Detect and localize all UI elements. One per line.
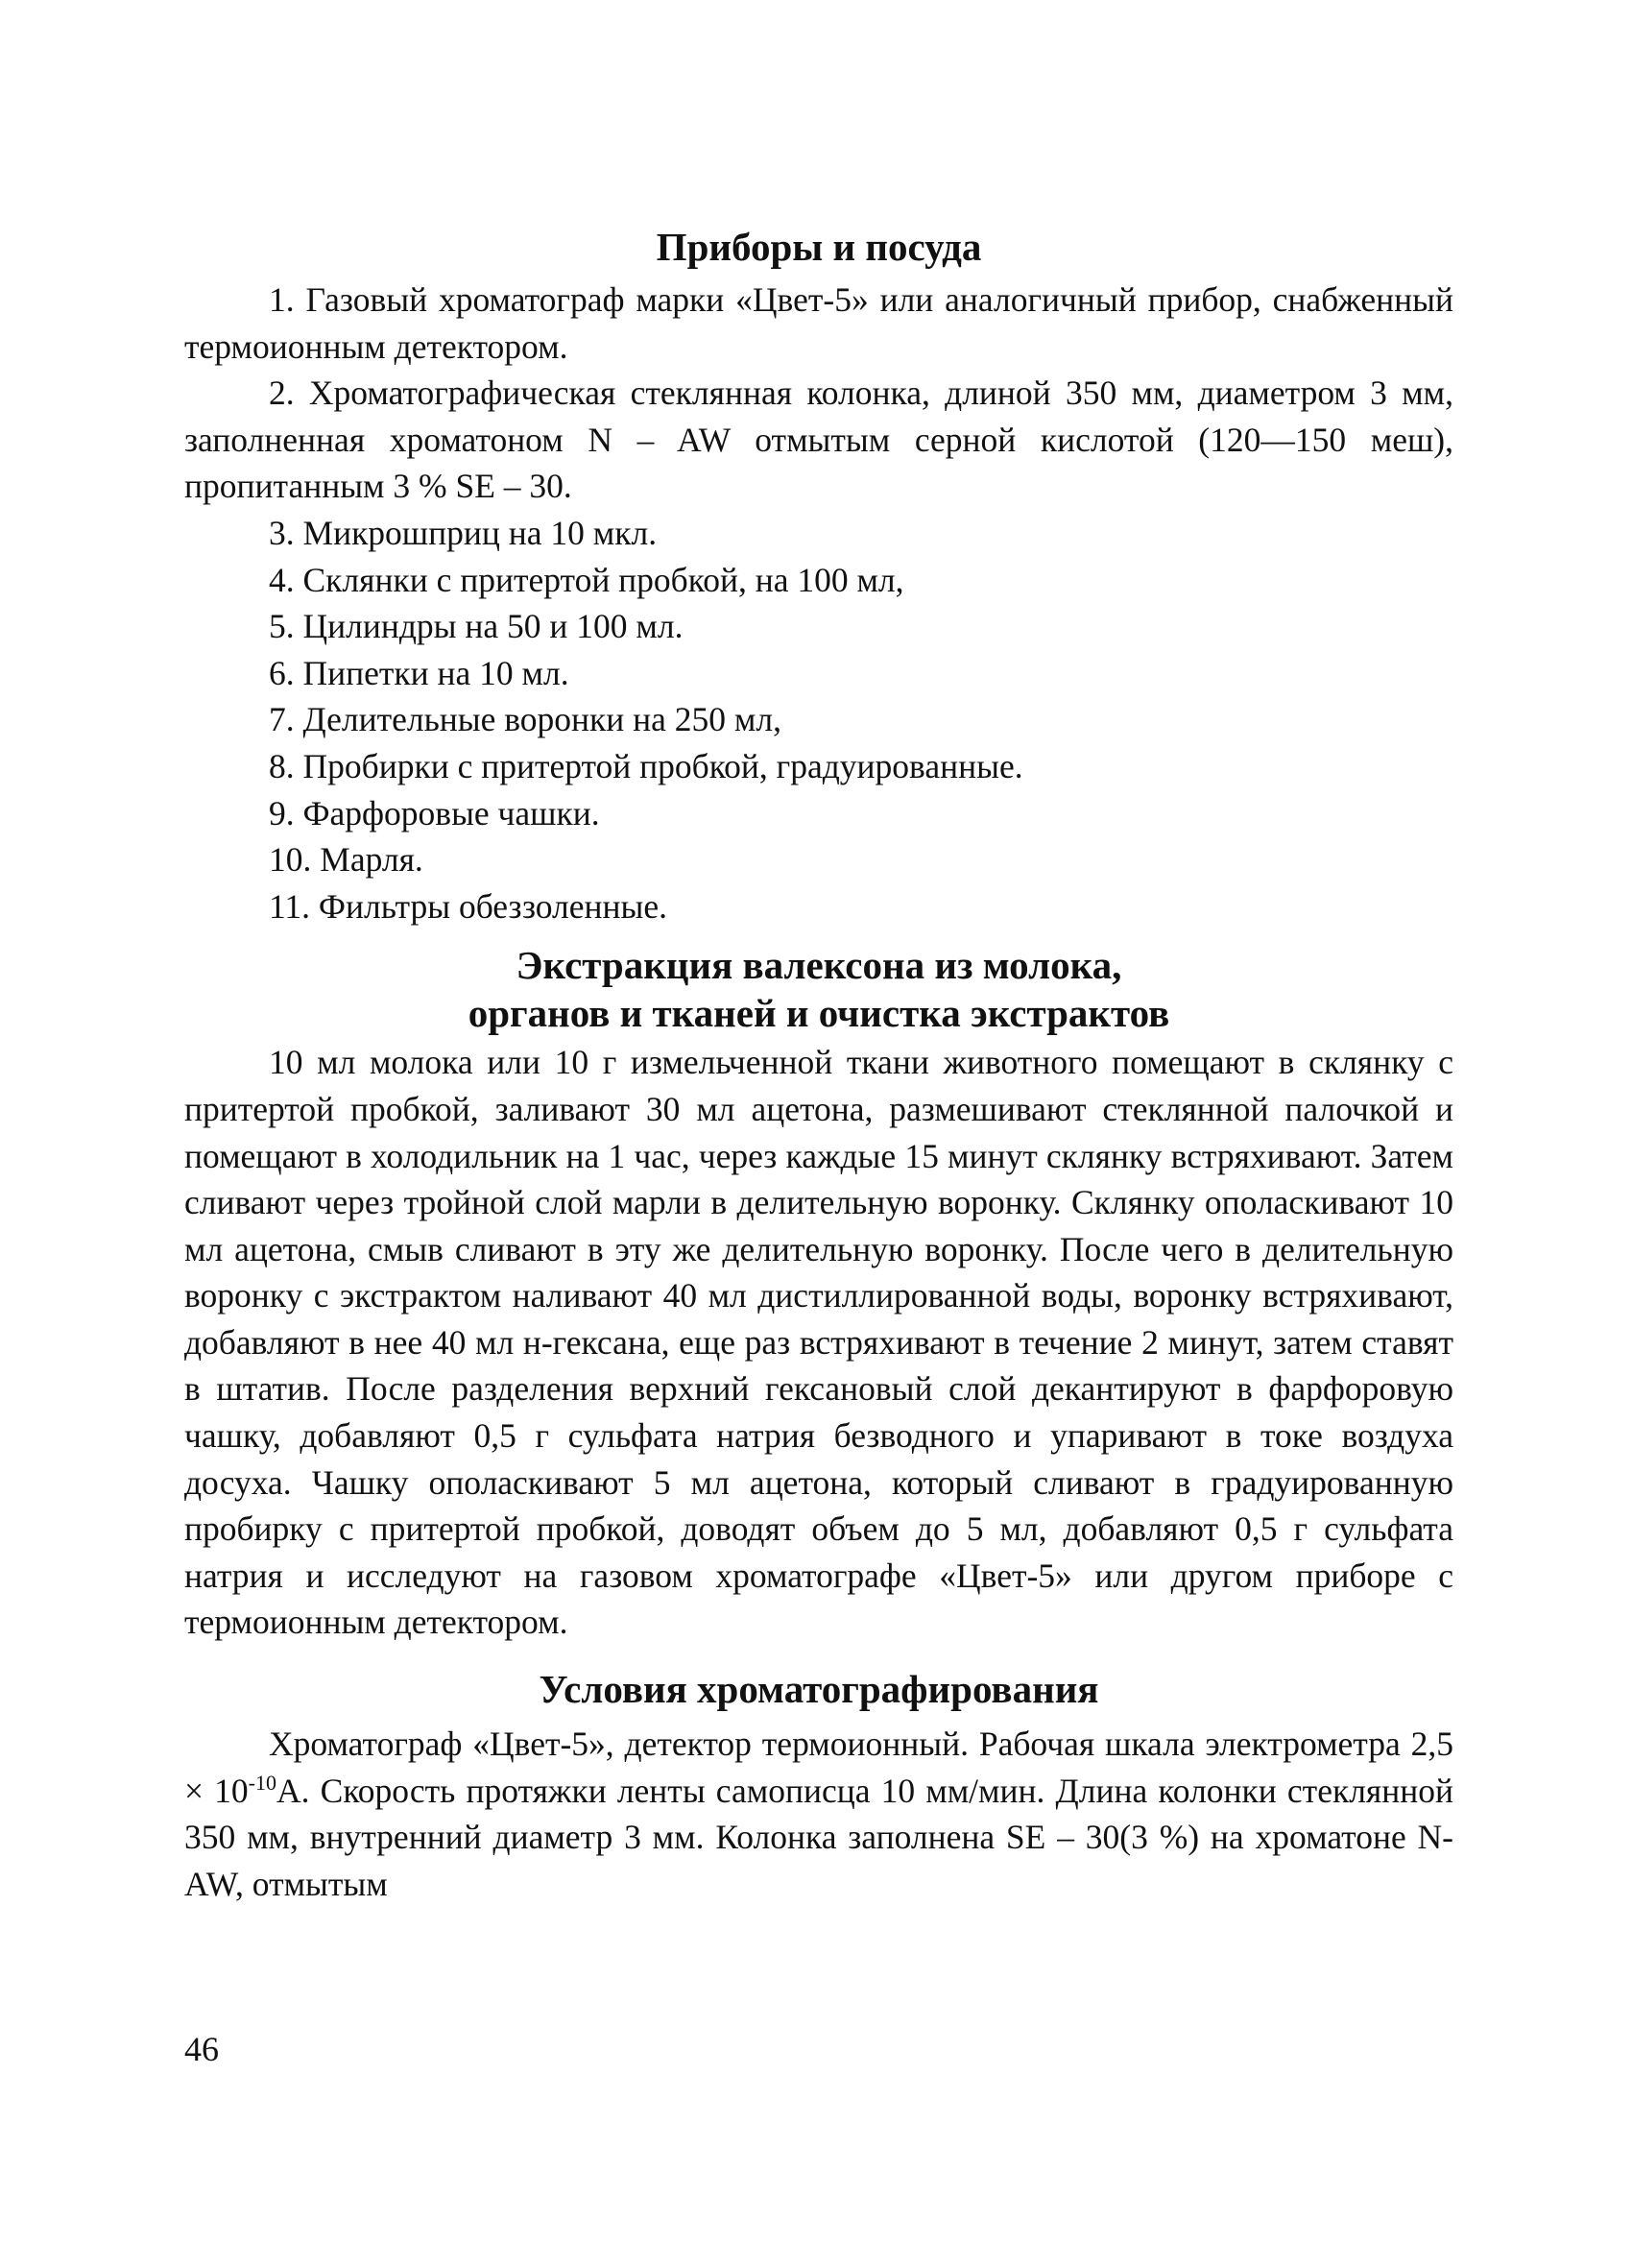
list-item: 9. Фарфоровые чашки. xyxy=(269,793,600,832)
equipment-list xyxy=(184,277,1453,929)
list-item: 7. Делительные воронки на 250 мл, xyxy=(269,700,781,739)
list-item: 1. Газовый хроматограф марки «Цвет-5» или аналогичный прибор, снабженный термоионным детектором. xyxy=(184,280,1453,366)
page-number: 46 xyxy=(184,2030,219,2068)
section-title-line: органов и тканей и очистка экстрактов xyxy=(468,991,1170,1036)
exponent: -10 xyxy=(248,1770,276,1795)
page-content xyxy=(184,223,1453,1907)
section-title-line: Экстракция валексона из молока, xyxy=(516,943,1122,988)
list-item: 5. Цилиндры на 50 и 100 мл. xyxy=(269,607,684,646)
section-title-extraction xyxy=(184,941,1453,1037)
section-title-conditions: Условия хроматографирования xyxy=(539,1667,1099,1712)
list-item: 4. Склянки с притертой пробкой, на 100 мл, xyxy=(269,560,904,599)
conditions-paragraph xyxy=(184,1721,1453,1907)
list-item: 8. Пробирки с притертой пробкой, градуированные. xyxy=(269,746,1023,785)
list-item: 11. Фильтры обеззоленные. xyxy=(269,886,667,926)
conditions-text-part2: А. Скорость протяжки ленты самописца 10 мм/мин. Длина колонки стеклянной 350 мм, внутренний диаметр 3 мм. Колонка заполнена SE – 30(3 %) на хроматоне N-AW, отмытым xyxy=(184,1771,1453,1903)
list-item: 6. Пипетки на 10 мл. xyxy=(269,653,569,692)
list-item: 3. Микрошприц на 10 мкл. xyxy=(269,513,658,552)
section-title-equipment: Приборы и посуда xyxy=(656,225,982,269)
conditions-text-part1: Хроматограф «Цвет-5», детектор термоионный. Рабочая шкала электрометра 2,5 × 10 xyxy=(184,1725,1453,1810)
list-item: 2. Хроматографическая стеклянная колонка, длиной 350 мм, диаметром 3 мм, заполненная хроматоном N – AW отмытым серной кислотой (120—150 меш), пропитанным 3 % SE – 30. xyxy=(184,374,1453,506)
extraction-paragraph: 10 мл молока или 10 г измельченной ткани животного помещают в склянку с притертой пробкой, заливают 30 мл ацетона, размешивают стеклянной палочкой и помещают в холодильник на 1 час, через каждые 15 минут склянку встряхивают. Затем сливают через тройной слой марли в делительную воронку. Склянку ополаскивают 10 мл ацетона, смыв сливают в эту же делительную воронку. После чего в делительную воронку с экстрактом наливают 40 мл дистиллированной воды, воронку встряхивают, добавляют в нее 40 мл н-гексана, еще раз встряхивают в течение 2 минут, затем ставят в штатив. После разделения верхний гексановый слой декантируют в фарфоровую чашку, добавляют 0,5 г сульфата натрия безводного и упаривают в токе воздуха досуха. Чашку ополаскивают 5 мл ацетона, который сливают в градуированную пробирку с притертой пробкой, доводят объем до 5 мл, добавляют 0,5 г сульфата натрия и исследуют на газовом хроматографе «Цвет-5» или другом приборе с термоионным детектором. xyxy=(184,1043,1453,1642)
list-item: 10. Марля. xyxy=(269,840,423,880)
